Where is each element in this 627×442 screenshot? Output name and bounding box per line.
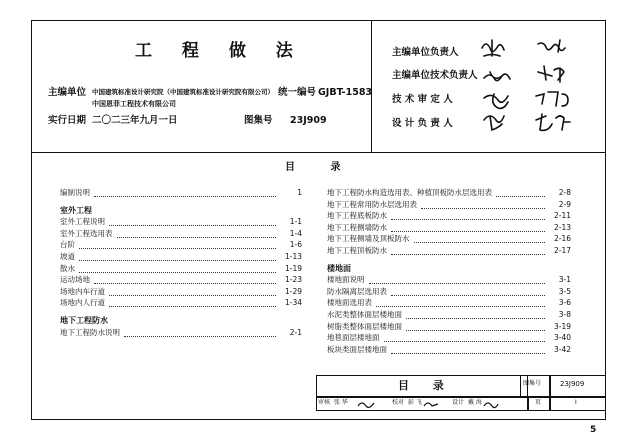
toc-leader-dots	[414, 242, 545, 243]
toc-entry-title: 台阶	[60, 240, 75, 250]
toc-entry-title: 水泥类整体面层楼地面	[327, 310, 402, 319]
toc-entry-page: 2-9	[558, 199, 571, 209]
toc-leader-dots	[109, 225, 276, 226]
toc-entry-title: 地下工程防水构造选用表、种植顶板防水层选用表	[327, 188, 492, 197]
unified-no-label: 统一编号	[278, 87, 317, 98]
org-line2: 中国恩菲工程技术有限公司	[92, 100, 176, 108]
signatures-image	[470, 36, 600, 144]
toc-entry-page: 2-1	[289, 327, 302, 337]
role-tech-reviewer: 技 术 审 定 人	[392, 94, 453, 105]
toc-leader-dots	[391, 219, 545, 220]
toc-entry-title: 散水	[60, 263, 75, 273]
toc-leader-dots	[391, 295, 545, 296]
titleblock-atlas-no: 23J909	[560, 380, 585, 388]
toc-entry-page: 1-6	[289, 240, 302, 250]
impl-date-label: 实行日期	[48, 115, 87, 126]
toc-entry-title: 地下工程常用防水层选用表	[327, 199, 417, 209]
toc-leader-dots	[124, 336, 276, 337]
toc-leader-dots	[406, 318, 545, 319]
titleblock-check-label: 校对	[392, 399, 405, 406]
toc-leader-dots	[79, 260, 276, 261]
toc-entry-page: 3-42	[553, 344, 571, 354]
role-chief-tech: 主编单位技术负责人	[392, 70, 478, 81]
toc-entry-title: 板块类面层楼地面	[327, 344, 387, 354]
toc-entry-title: 地下工程防水说明	[60, 327, 120, 337]
titleblock-check-name: 彭 飞	[408, 399, 422, 406]
titleblock-title: 目 录	[398, 379, 454, 392]
toc-leader-dots	[109, 295, 276, 296]
toc-leader-dots	[421, 208, 545, 209]
toc-entry-page: 2-11	[553, 211, 571, 221]
toc-leader-dots	[109, 306, 276, 307]
toc-section-heading: 室外工程	[60, 205, 92, 215]
unified-no: GJBT-1583	[318, 87, 373, 98]
toc-entry-page: 3-40	[553, 333, 571, 343]
toc-entry-page: 1-19	[284, 263, 302, 273]
toc-entry-page: 1-1	[289, 217, 302, 227]
toc-entry-title: 地毯面层楼地面	[327, 333, 380, 343]
toc-entry-title: 地下工程侧墙及顶板防水	[327, 234, 410, 244]
toc-section-heading: 楼地面	[327, 263, 351, 273]
toc-entry-page: 2-16	[553, 234, 571, 244]
toc-entry-page: 2-8	[558, 188, 571, 197]
impl-date: 二〇二三年九月一日	[92, 115, 178, 126]
toc-leader-dots	[391, 353, 545, 354]
toc-entry-page: 3-1	[558, 275, 571, 285]
toc-entry-page: 1-13	[284, 252, 302, 261]
toc-entry-page: 3-6	[558, 298, 571, 308]
toc-entry-page: 1-34	[284, 298, 302, 308]
role-chief-org: 主编单位负责人	[392, 47, 459, 58]
toc-entry-page: 1-23	[284, 275, 302, 285]
toc-entry-page: 2-17	[553, 246, 571, 255]
toc-leader-dots	[391, 254, 545, 255]
titleblock-page-label: 页	[535, 399, 542, 406]
toc-leader-dots	[79, 272, 276, 273]
org-label: 主编单位	[48, 87, 87, 98]
toc-entry-page: 1-4	[289, 228, 302, 238]
role-design-lead: 设 计 负 责 人	[392, 118, 453, 129]
titleblock-review-name: 张 华	[334, 399, 348, 406]
toc-entry-title: 运动场地	[60, 275, 90, 285]
toc-entry-page: 1	[297, 188, 302, 197]
toc-entry-title: 室外工程选用表	[60, 228, 113, 238]
toc-leader-dots	[376, 306, 545, 307]
toc-entry-page: 3-19	[553, 321, 571, 331]
titleblock-page-no: I	[575, 399, 577, 406]
toc-entry-page: 3-5	[558, 286, 571, 296]
toc-leader-dots	[94, 196, 276, 197]
toc-leader-dots	[117, 237, 276, 238]
toc-entry-title: 防水隔离层选用表	[327, 286, 387, 296]
titleblock-atlas-label: 图集号	[523, 380, 542, 387]
titleblock-page-no-cell	[550, 397, 606, 411]
toc-leader-dots	[384, 341, 545, 342]
toc-leader-dots	[391, 231, 545, 232]
toc-entry-page: 3-8	[558, 310, 571, 319]
toc-entry-title: 坡道	[60, 252, 75, 261]
toc-leader-dots	[406, 330, 545, 331]
titleblock-review-label: 审核	[318, 399, 331, 406]
toc-entry-title: 树脂类整体面层楼地面	[327, 321, 402, 331]
header-divider	[31, 152, 606, 153]
toc-entry-title: 室外工程说明	[60, 217, 105, 227]
header-vertical-divider	[371, 20, 372, 152]
atlas-no-label: 图集号	[244, 115, 273, 126]
toc-title: 目 录	[285, 162, 357, 173]
titleblock-design-name: 戴 海	[468, 399, 482, 406]
toc-entry-page: 1-29	[284, 286, 302, 296]
toc-entry-page: 2-13	[553, 222, 571, 232]
toc-leader-dots	[94, 283, 276, 284]
toc-entry-title: 场地内车行道	[60, 286, 105, 296]
toc-section-heading: 地下工程防水	[60, 316, 108, 325]
toc-leader-dots	[369, 283, 545, 284]
toc-entry-title: 楼地面说明	[327, 275, 365, 285]
toc-entry-title: 场地内人行道	[60, 298, 105, 308]
titleblock-design-label: 设计	[452, 399, 465, 406]
toc-entry-title: 地下工程顶板防水	[327, 246, 387, 255]
toc-entry-title: 编制说明	[60, 188, 90, 197]
page-number: 5	[590, 425, 597, 435]
toc-entry-title: 地下工程侧墙防水	[327, 222, 387, 232]
doc-title: 工 程 做 法	[135, 41, 305, 61]
atlas-no: 23J909	[290, 115, 327, 126]
toc-entry-title: 楼地面选用表	[327, 298, 372, 308]
toc-entry-title: 地下工程底板防水	[327, 211, 387, 221]
titleblock-signatures-image	[354, 398, 524, 410]
org-line1: 中国建筑标准设计研究院（中国建筑标准设计研究院有限公司）	[92, 88, 274, 96]
toc-leader-dots	[79, 248, 276, 249]
